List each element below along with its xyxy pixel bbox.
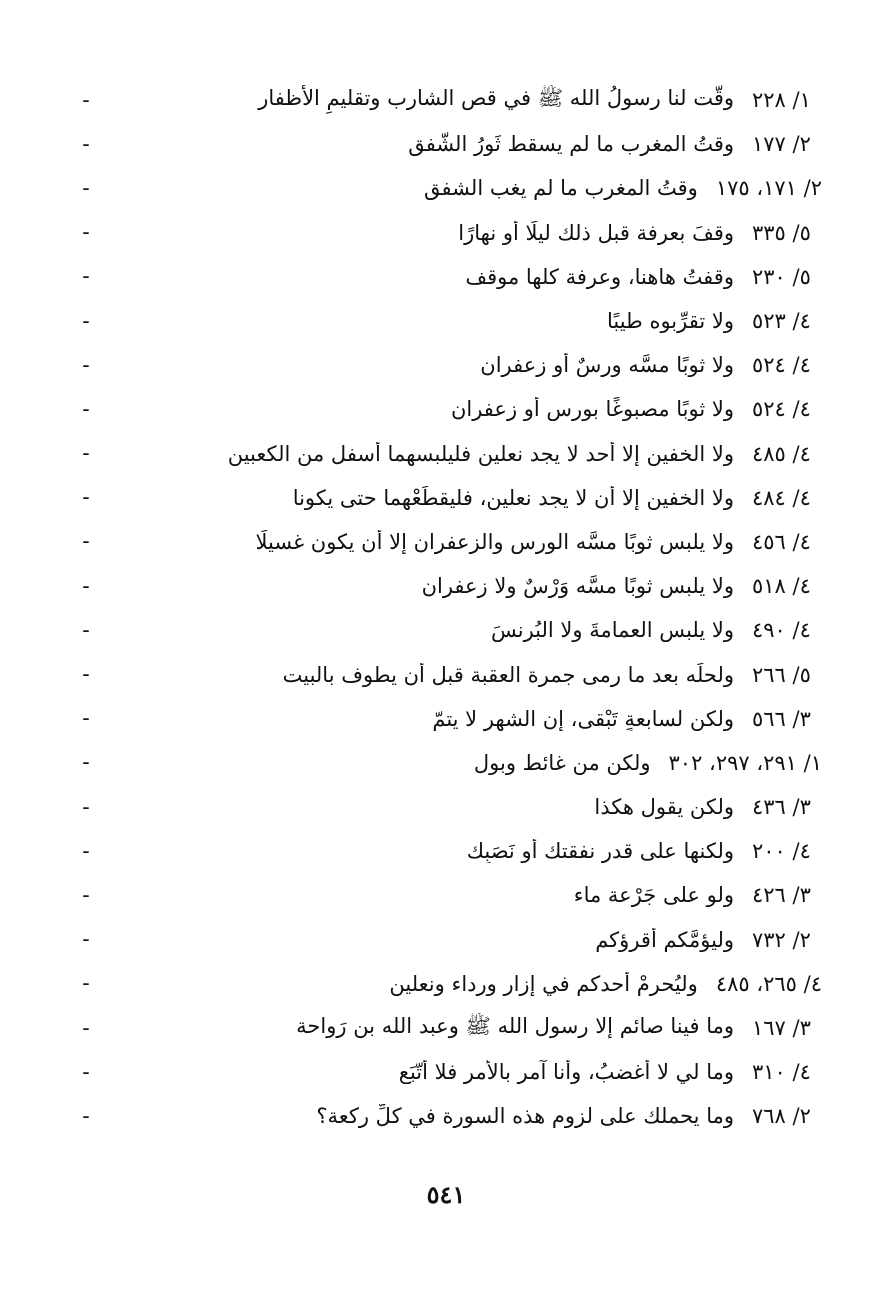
hadith-index-list	[70, 78, 822, 1139]
index-entry	[70, 343, 822, 387]
entry-reference: ٤/ ٥٢٣	[752, 309, 811, 334]
entry-dash: -	[82, 882, 90, 908]
entry-dash: -	[82, 971, 90, 997]
entry-reference: ٤/ ٥١٨	[752, 574, 811, 599]
entry-text: ولا يلبس العمامةَ ولا البُرنسَ	[490, 618, 734, 643]
entry-text: وقَّت لنا رسولُ الله ﷺ في قص الشارب وتقليمِ الأظفار	[258, 85, 734, 110]
index-entry	[70, 785, 822, 829]
entry-dash: -	[82, 1059, 90, 1085]
entry-dash: -	[82, 1015, 90, 1041]
entry-dash: -	[82, 927, 90, 953]
entry-text: ولكنها على قدر نفقتك أو نَصَبِك	[466, 839, 734, 864]
index-entry	[70, 608, 822, 652]
index-entry	[70, 918, 822, 962]
index-entry	[70, 564, 822, 608]
index-entry	[70, 432, 822, 476]
index-entry	[70, 476, 822, 520]
entry-text: ولا الخفين إلا أن لا يجد نعلين، فليقطَعْهما حتى يكونا	[292, 485, 734, 510]
entry-reference: ٤/ ٥٢٤	[752, 397, 811, 422]
index-entry	[70, 122, 822, 166]
entry-text: وقتُ المغرب ما لم يغب الشفق	[424, 176, 698, 201]
entry-dash: -	[82, 706, 90, 732]
entry-text: وقفتُ هاهنا، وعرفة كلها موقف	[465, 264, 734, 289]
entry-text: وما يحملك على لزوم هذه السورة في كلِّ ركعة؟	[316, 1104, 734, 1129]
entry-dash: -	[82, 175, 90, 201]
entry-dash: -	[82, 396, 90, 422]
entry-dash: -	[82, 352, 90, 378]
entry-text: ولو على جَرْعة ماء	[573, 883, 734, 908]
entry-dash: -	[82, 1103, 90, 1129]
index-entry	[70, 1050, 822, 1094]
entry-reference: ٢/ ١٧١، ١٧٥	[715, 176, 822, 201]
entry-text: وقفَ بعرفة قبل ذلك ليلًا أو نهارًا	[458, 220, 734, 245]
index-entry	[70, 652, 822, 696]
entry-text: وليُحرِمْ أحدكم في إزار ورداء ونعلين	[389, 971, 698, 996]
entry-text: ولا ثوبًا مصبوغًا بورسٍ أو زعفران	[450, 397, 734, 422]
entry-dash: -	[82, 131, 90, 157]
entry-dash: -	[82, 573, 90, 599]
entry-reference: ٤/ ٥٢٤	[752, 353, 811, 378]
entry-reference: ١/ ٢٩١، ٢٩٧، ٣٠٢	[668, 750, 822, 775]
entry-reference: ٥/ ٢٣٠	[752, 264, 811, 289]
entry-text: ولا يلبس ثوبًا مسَّه وَرْسٌ ولا زعفران	[421, 574, 734, 599]
index-entry	[70, 78, 822, 122]
entry-text: ولا ثوبًا مسَّه ورسٌ أو زعفران	[480, 353, 734, 378]
entry-reference: ٣/ ١٦٧	[752, 1016, 811, 1041]
entry-text: ولا الخفين إلا أحد لا يجد نعلين فليلبسهما أسفل من الكعبين	[227, 441, 734, 466]
entry-text: ولكن يقول هكذا	[594, 795, 734, 820]
index-entry	[70, 829, 822, 873]
entry-reference: ٣/ ٥٦٦	[752, 706, 811, 731]
entry-reference: ٣/ ٤٣٦	[752, 795, 811, 820]
index-entry	[70, 962, 822, 1006]
index-entry	[70, 387, 822, 431]
entry-reference: ٥/ ٢٦٦	[752, 662, 811, 687]
entry-dash: -	[82, 662, 90, 688]
index-entry	[70, 520, 822, 564]
entry-reference: ٤/ ٤٩٠	[752, 618, 811, 643]
entry-reference: ٤/ ٢٦٥، ٤٨٥	[715, 971, 822, 996]
index-entry	[70, 1094, 822, 1138]
index-entry	[70, 211, 822, 255]
entry-text: وقتُ المغرب ما لم يسقط ثَورُ الشَّفق	[408, 132, 734, 157]
entry-reference: ٤/ ٤٨٤	[752, 485, 811, 510]
entry-reference: ٢/ ١٧٧	[752, 132, 811, 157]
index-entry	[70, 255, 822, 299]
entry-reference: ٤/ ٢٠٠	[752, 839, 811, 864]
entry-reference: ٤/ ٤٥٦	[752, 529, 811, 554]
entry-dash: -	[82, 308, 90, 334]
entry-text: ولا تقرِّبوه طيبًا	[606, 309, 734, 334]
index-entry	[70, 166, 822, 210]
entry-reference: ١/ ٢٢٨	[752, 88, 811, 113]
entry-reference: ٢/ ٧٣٢	[752, 927, 811, 952]
entry-text: وما فينا صائم إلا رسول الله ﷺ وعبد الله بن رَواحة	[296, 1013, 734, 1038]
entry-dash: -	[82, 485, 90, 511]
entry-dash: -	[82, 87, 90, 113]
entry-dash: -	[82, 838, 90, 864]
entry-text: وما لي لا أغضبُ، وأنا آمر بالأمر فلا أُتّبَع	[398, 1060, 734, 1085]
entry-dash: -	[82, 794, 90, 820]
entry-text: ولا يلبس ثوبًا مسَّه الورس والزعفران إلا أن يكون غسيلًا	[255, 529, 734, 554]
index-entry	[70, 741, 822, 785]
entry-dash: -	[82, 529, 90, 555]
entry-dash: -	[82, 750, 90, 776]
entry-dash: -	[82, 220, 90, 246]
entry-text: ولحلِّه بعد ما رمى جمرة العقبة قبل أن يطوف بالبيت	[282, 662, 734, 687]
entry-reference: ٤/ ٣١٠	[752, 1060, 811, 1085]
entry-dash: -	[82, 264, 90, 290]
entry-reference: ٣/ ٤٢٦	[752, 883, 811, 908]
entry-text: ولكن لسابعةٍ تَبْقى، إن الشهر لا يتمّ	[432, 706, 734, 731]
entry-reference: ٤/ ٤٨٥	[752, 441, 811, 466]
index-entry	[70, 697, 822, 741]
entry-reference: ٢/ ٧٦٨	[752, 1104, 811, 1129]
index-entry	[70, 299, 822, 343]
entry-text: وليؤمَّكم أقرؤكم	[595, 927, 734, 952]
page-number: ٥٤١	[426, 1180, 466, 1209]
entry-dash: -	[82, 441, 90, 467]
entry-dash: -	[82, 617, 90, 643]
entry-text: ولكن من غائط وبول	[473, 750, 651, 775]
index-entry	[70, 873, 822, 917]
index-entry	[70, 1006, 822, 1050]
entry-reference: ٥/ ٣٣٥	[752, 220, 811, 245]
